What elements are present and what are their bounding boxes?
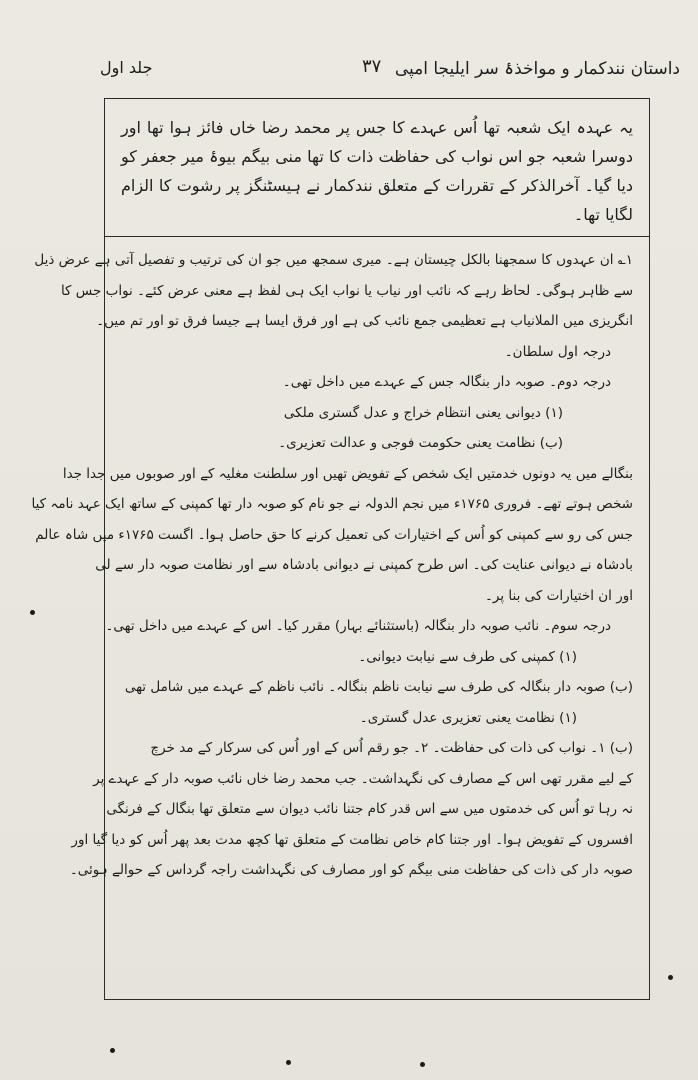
scan-speck bbox=[668, 975, 673, 980]
volume-label: جلد اول bbox=[100, 58, 153, 77]
footnote-line: سے ظاہر ہوگی۔ لحاظ رہے کہ نائب اور نیاب یا نواب ایک ہی لفظ ہے معنی عرض کئے۔ نواب جس کا bbox=[60, 282, 633, 299]
scan-speck bbox=[420, 1062, 425, 1067]
footnote-line: کے لیے مقرر تھی اس کے مصارف کی نگہداشت۔ جب محمد رضا خاں نائب صوبہ دار کے عہدے پر bbox=[93, 770, 633, 787]
footnote-line: نہ رہا تو اُس کی خدمتوں میں سے اس قدر کام جتنا نائب دیوان سے متعلق تھا بنگال کے فرنگی bbox=[106, 801, 633, 817]
page-number: ۳۷ bbox=[362, 56, 382, 77]
text-frame bbox=[31, 98, 650, 1000]
footnote-line: صوبہ دار کی ذات کی حفاظت منی بیگم کو اور مصارف کی نگہداشت راجہ گرداس کے حوالے ہوئی۔ bbox=[69, 862, 633, 878]
footnote-line: درجہ دوم۔ صوبہ دار بنگالہ جس کے عہدے میں داخل تھی۔ bbox=[282, 374, 611, 390]
footnote-line: اور ان اختیارات کی بنا پر۔ bbox=[485, 587, 633, 604]
footnote-line: درجہ سوم۔ نائب صوبہ دار بنگالہ (باستثنائے بہار) مقرر کیا۔ اس کے عہدے میں داخل تھی۔ bbox=[105, 618, 611, 634]
footnote-line: جس کی رو سے کمپنی کو اُس کے اختیارات کی تعمیل کرنے کا حق حاصل ہوا۔ اگست ۱۷۶۵ء میں شاہ عالم bbox=[35, 526, 633, 543]
running-title: داستان نندکمار و مواخذۂ سر ایلیجا امپی bbox=[394, 59, 680, 79]
footnote-line: افسروں کے تفویض ہوا۔ اور جتنا کام خاص نظامت کے متعلق تھا کچھ مدت بعد پھر اُس کو دیا گیا اور bbox=[71, 831, 633, 848]
footnote-line: بادشاہ نے دیوانی عنایت کی۔ اس طرح کمپنی نے دیوانی بادشاہ سے اور نظامت صوبہ دار سے لی bbox=[95, 557, 633, 573]
footnote-line: (ب) ۱۔ نواب کی ذات کی حفاظت۔ ۲۔ جو رقم اُس کے اور اُس کی سرکار کے مد خرچ bbox=[150, 740, 633, 756]
footnote-line: (۱) دیوانی یعنی انتظام خراج و عدل گستری ملکی bbox=[283, 404, 563, 421]
footnote-line: انگریزی میں الملانیاب ہے تعظیمی جمع نائب کی ہے اور فرق ایسا ہے جیسا فرق تو اور تم میں۔ bbox=[96, 313, 633, 329]
main-paragraph: یہ عہدہ ایک شعبہ تھا اُس عہدے کا جس پر محمد رضا خاں فائز ہوا تھا اور دوسرا شعبہ جو اس نواب کی حفاظت ذات کا تھا منی بیگم بیوۂ میر جعفر کو دیا گیا۔ آخرالذکر کے تقررات کے متعلق نندکمار نے ہیسٹنگز پر رشوت کا الزام لگایا تھا۔ bbox=[105, 99, 649, 237]
footnote-line: بنگالے میں یہ دونوں خدمتیں ایک شخص کے تفویض تھیں اور سلطنت مغلیہ کے اور صوبوں میں جدا جدا bbox=[62, 465, 633, 482]
page-header bbox=[100, 52, 680, 88]
footnote-line: (ب) نظامت یعنی حکومت فوجی و عدالت تعزیری۔ bbox=[278, 435, 563, 451]
scan-speck bbox=[30, 610, 35, 615]
footnote-line: (۱) کمپنی کی طرف سے نیابت دیوانی۔ bbox=[358, 648, 577, 665]
scan-speck bbox=[110, 1048, 115, 1053]
scan-speck bbox=[286, 1060, 291, 1065]
footnote-line: شخص ہوتے تھے۔ فروری ۱۷۶۵ء میں نجم الدولہ نے جو نام کو صوبہ دار تھا کمپنی کے ساتھ ایک عہد نامہ کیا bbox=[31, 496, 633, 512]
footnote-line: (ب) صوبہ دار بنگالہ کی طرف سے نیابت ناظم بنگالہ۔ نائب ناظم کے عہدے میں شامل تھی bbox=[124, 679, 633, 695]
footnote-line: درجہ اول سلطان۔ bbox=[504, 343, 611, 360]
footnote-line: ۱؎ ان عہدوں کا سمجھنا بالکل چیستان ہے۔ میری سمجھ میں جو ان کی ترتیب و تفصیل آتی ہے عرض ذیل bbox=[34, 252, 633, 268]
footnote-line: (۱) نظامت یعنی تعزیری عدل گستری۔ bbox=[359, 709, 577, 726]
footnotes bbox=[31, 239, 649, 999]
